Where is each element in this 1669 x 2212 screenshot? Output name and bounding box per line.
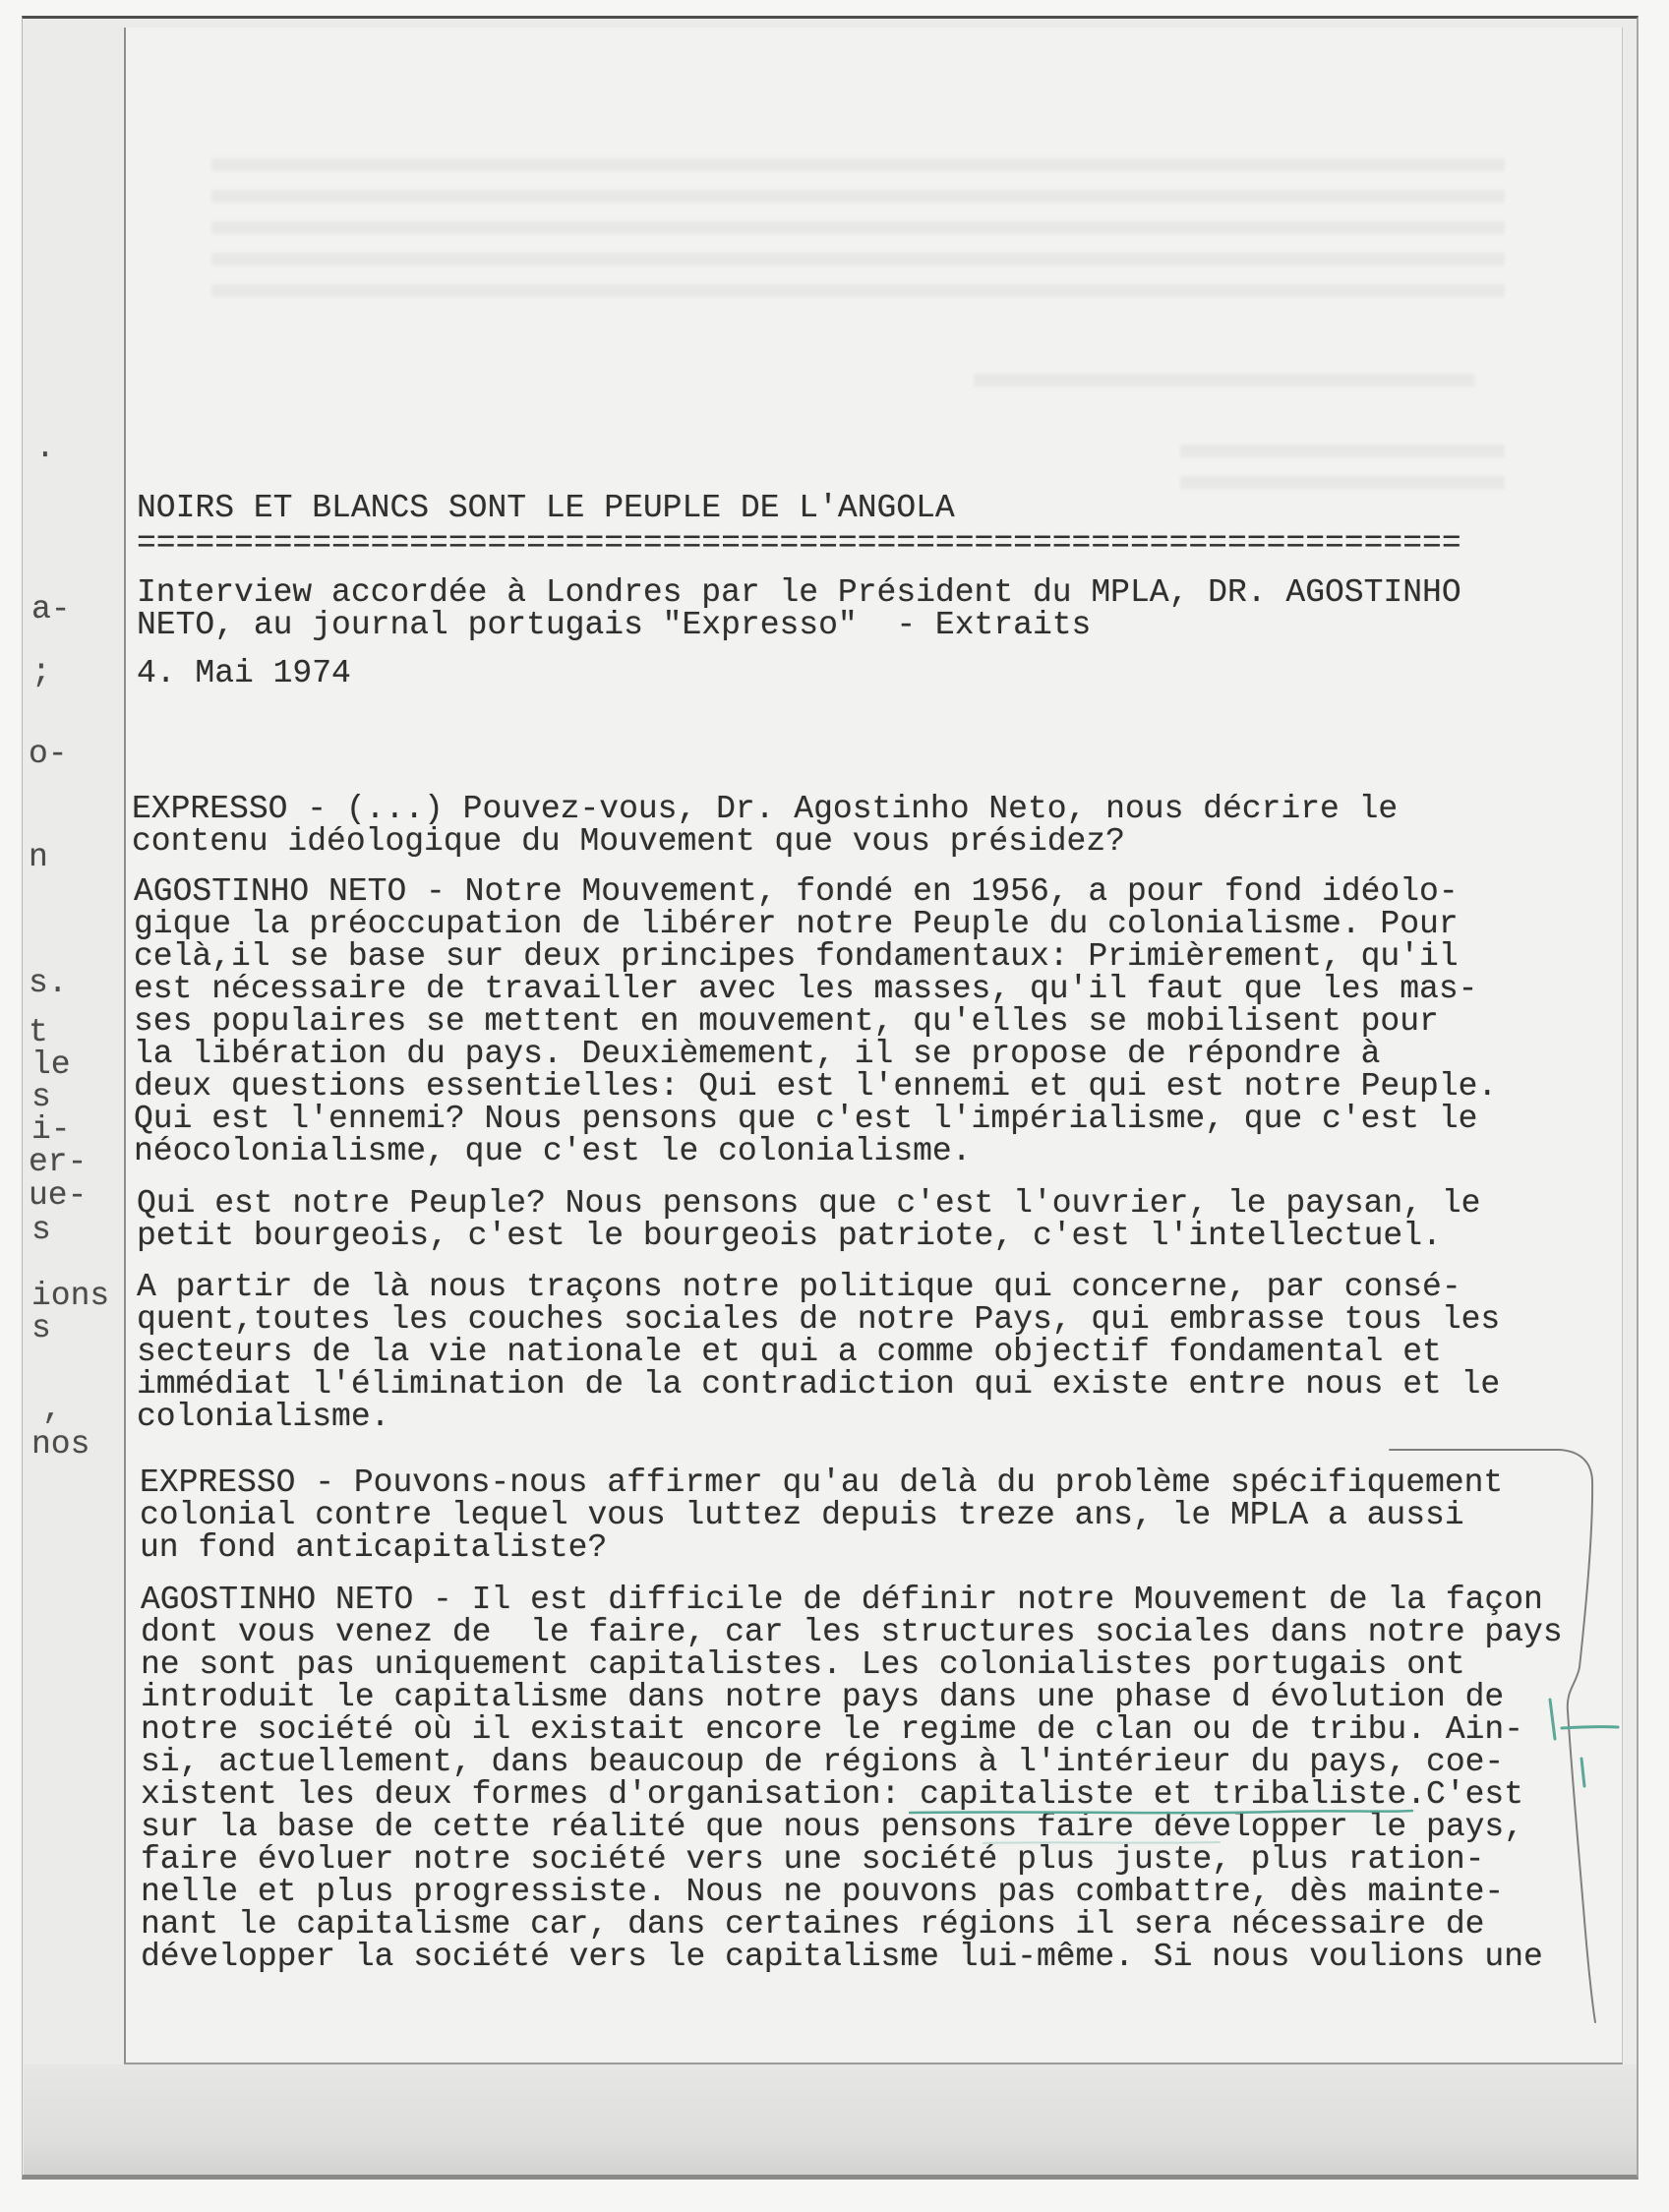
text-line: immédiat l'élimination de la contradiction qui existe entre nous et le [137,1366,1501,1403]
underlying-sheet-bottom [24,2064,1637,2175]
text-line: un fond anticapitaliste? [140,1529,608,1566]
text-line: Interview accordée à Londres par le Président du MPLA, DR. AGOSTINHO [137,574,1461,611]
paragraph-neto-answer-2 [141,1584,1563,1973]
text-line: dont vous venez de le faire, car les structures sociales dans notre pays [141,1614,1563,1650]
margin-fragment: i- [31,1111,71,1148]
text-line: sur la base de cette réalité que nous pensons faire développer le pays, [141,1809,1524,1845]
margin-fragment: t [29,1014,48,1050]
text-line: xistent les deux formes d'organisation: capitaliste et tribaliste.C'est [141,1776,1524,1813]
text-line: est nécessaire de travailler avec les masses, qu'il faut que les mas- [134,971,1478,1007]
paragraph-neto-answer-1-people [137,1187,1480,1252]
text-line: NETO, au journal portugais "Expresso" - Extraits [137,607,1092,643]
bleed-through-marks [974,374,1475,393]
text-line: nelle et plus progressiste. Nous ne pouvons pas combattre, dès mainte- [141,1874,1505,1910]
margin-fragment: ions [31,1278,110,1314]
text-line: EXPRESSO - Pouvons-nous affirmer qu'au delà du problème spécifiquement [140,1465,1504,1501]
margin-fragment: s [31,1079,51,1115]
document-date [137,657,351,689]
date-text: 4. Mai 1974 [137,655,351,691]
document-subtitle [137,576,1461,641]
text-line: notre société où il existait encore le regime de clan ou de tribu. Ain- [141,1711,1524,1748]
bleed-through-marks [1180,445,1505,494]
text-line: si, actuellement, dans beaucoup de régions à l'intérieur du pays, coe- [141,1744,1505,1780]
text-line: néocolonialisme, que c'est le colonialisme. [134,1133,972,1169]
margin-fragment: s [31,1310,51,1346]
margin-fragment: s. [29,965,68,1001]
text-line: développer la société vers le capitalisme lui-même. Si nous voulions une [141,1939,1543,1975]
text-line: AGOSTINHO NETO - Notre Mouvement, fondé en 1956, a pour fond idéolo- [134,873,1459,910]
margin-fragment: a- [31,591,71,628]
text-line: AGOSTINHO NETO - Il est difficile de définir notre Mouvement de la façon [141,1582,1543,1618]
text-line: secteurs de la vie nationale et qui a comme objectif fondamental et [137,1334,1442,1370]
text-line: nant le capitalisme car, dans certaines régions il sera nécessaire de [141,1906,1485,1943]
text-line: celà,il se base sur deux principes fondamentaux: Primièrement, qu'il [134,938,1459,975]
margin-fragment: , [42,1391,62,1427]
text-line: contenu idéologique du Mouvement que vous présidez? [132,823,1125,860]
margin-fragment: o- [29,736,68,772]
rule-text: ==================================================================== [137,525,1461,562]
text-line: colonialisme. [137,1399,390,1435]
margin-fragment: er- [29,1144,88,1180]
text-line: ne sont pas uniquement capitalistes. Les colonialistes portugais ont [141,1646,1465,1683]
text-line: colonial contre lequel vous luttez depuis treze ans, le MPLA a aussi [140,1497,1464,1533]
document-title [137,492,955,524]
margin-fragment: n [29,839,48,875]
margin-fragment: ue- [29,1177,88,1214]
margin-fragment: . [35,430,55,466]
paragraph-neto-answer-1 [134,875,1497,1167]
text-line: A partir de là nous traçons notre politique qui concerne, par consé- [137,1269,1461,1305]
paragraph-neto-answer-1-politics [137,1271,1500,1433]
text-line: introduit le capitalisme dans notre pays dans une phase d évolution de [141,1679,1505,1715]
text-line: gique la préoccupation de libérer notre Peuple du colonialisme. Pour [134,906,1459,942]
margin-fragment: ; [31,654,51,690]
text-line: deux questions essentielles: Qui est l'ennemi et qui est notre Peuple. [134,1068,1498,1105]
title-text: NOIRS ET BLANCS SONT LE PEUPLE DE L'ANGOLA [137,490,955,526]
margin-fragment: nos [31,1426,90,1463]
paragraph-expresso-question-2 [140,1466,1503,1564]
text-line: la libération du pays. Deuxièmement, il se propose de répondre à [134,1036,1381,1072]
paragraph-expresso-question-1 [132,793,1398,858]
margin-fragment: le [31,1046,71,1083]
title-underline-rule [137,527,1461,560]
text-line: petit bourgeois, c'est le bourgeois patriote, c'est l'intellectuel. [137,1218,1442,1254]
margin-fragment: s [31,1212,51,1248]
text-line: EXPRESSO - (...) Pouvez-vous, Dr. Agostinho Neto, nous décrire le [132,791,1399,827]
text-line: Qui est notre Peuple? Nous pensons que c'est l'ouvrier, le paysan, le [137,1185,1481,1222]
text-line: ses populaires se mettent en mouvement, qu'elles se mobilisent pour [134,1003,1439,1040]
text-line: quent,toutes les couches sociales de notre Pays, qui embrasse tous les [137,1301,1501,1338]
text-line: faire évoluer notre société vers une société plus juste, plus ration- [141,1841,1485,1878]
text-line: Qui est l'ennemi? Nous pensons que c'est l'impérialisme, que c'est le [134,1101,1478,1137]
bleed-through-marks [211,158,1505,306]
